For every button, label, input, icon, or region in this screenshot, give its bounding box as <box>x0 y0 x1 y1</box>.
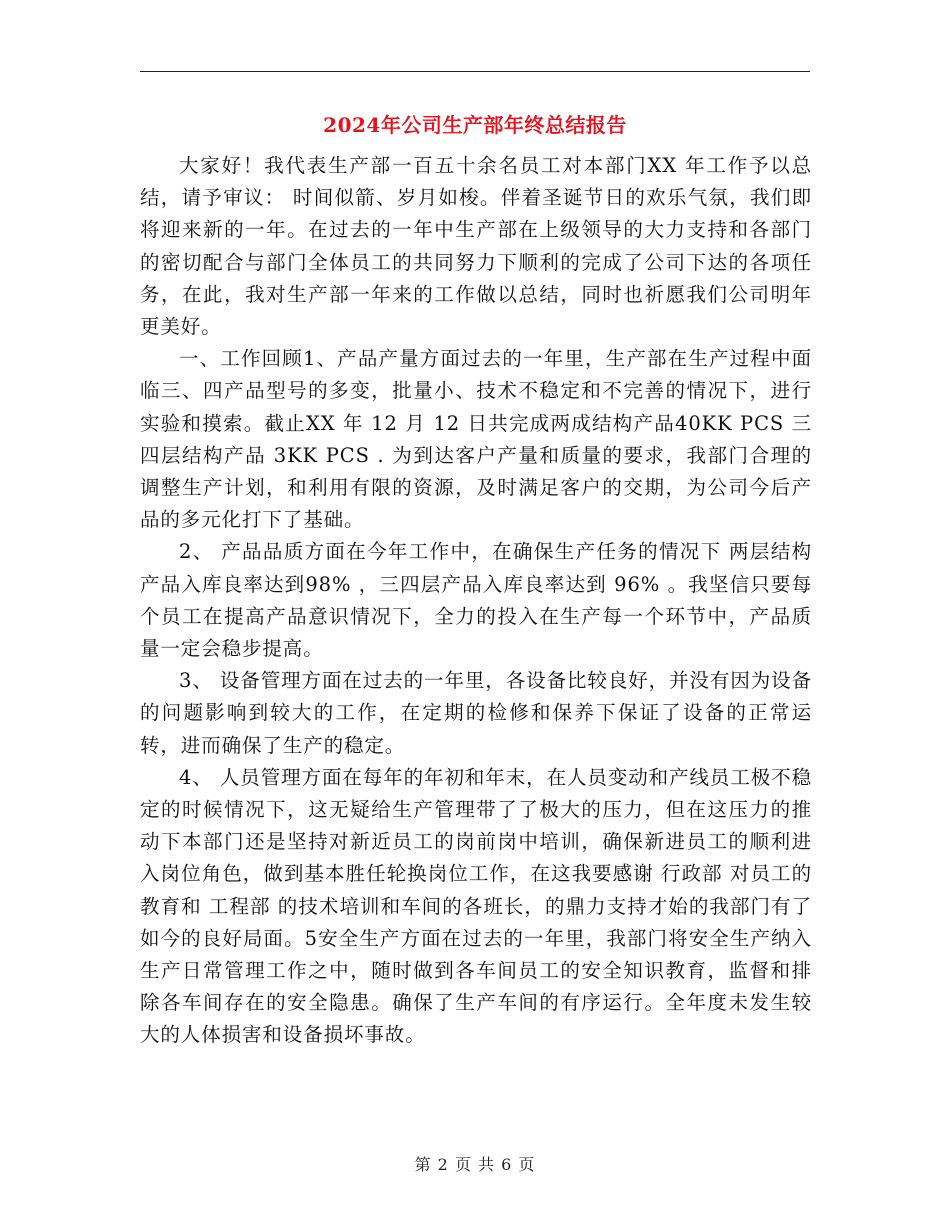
page-number-label: 第 2 页 共 6 页 <box>414 1155 536 1174</box>
document-body <box>140 150 812 1052</box>
page-footer <box>0 1152 950 1175</box>
paragraph-personnel-safety: 4、 人员管理方面在每年的年初和年末，在人员变动和产线员工极不稳定的时候情况下，这无疑给生产管理带了了极大的压力，但在这压力的推动下本部门还是坚持对新近员工的岗前岗中培训，确保新进员工的顺利进入岗位角色，做到基本胜任轮换岗位工作，在这我要感谢 行政部 对员工的教育和 工程部 的技术培训和车间的各班长，的鼎力支持才始的我部门有了如今的良好局面。5安全生产方面在过去的一年里，我部门将安全生产纳入生产日常管理工作之中，随时做到各车间员工的安全知识教育，监督和排除各车间存在的安全隐患。确保了生产车间的有序运行。全年度未发生较大的人体损害和设备损坏事故。 <box>140 765 812 1047</box>
paragraph-production-output: 一、工作回顾1、产品产量方面过去的一年里，生产部在生产过程中面临三、四产品型号的多变，批量小、技术不稳定和不完善的情况下，进行实验和摸索。截止XX 年 12 月 12 日共完成两成结构产品40KK PCS 三四层结构产品 3KK PCS . 为到达客户产量和质量的要求，我部门合理的调整生产计划，和利用有限的资源，及时满足客户的交期，为公司今后产品的多元化打下了基础。 <box>140 347 812 532</box>
header-rule <box>140 71 810 72</box>
paragraph-equipment-management: 3、 设备管理方面在过去的一年里，各设备比较良好，并没有因为设备的问题影响到较大的工作，在定期的检修和保养下保证了设备的正常运转，进而确保了生产的稳定。 <box>140 669 812 757</box>
document-title: 2024年公司生产部年终总结报告 <box>323 113 627 137</box>
paragraph-intro: 大家好！我代表生产部一百五十余名员工对本部门XX 年工作予以总结，请予审议： 时间似箭、岁月如梭。伴着圣诞节日的欢乐气氛，我们即将迎来新的一年。在过去的一年中生产部在上级领导的大力支持和各部门的密切配合与部门全体员工的共同努力下顺利的完成了公司下达的各项任务，在此，我对生产部一年来的工作做以总结，同时也祈愿我们公司明年更美好。 <box>140 154 812 339</box>
paragraph-product-quality: 2、 产品品质方面在今年工作中，在确保生产任务的情况下 两层结构产品入库良率达到98% ，三四层产品入库良率达到 96% 。我坚信只要每个员工在提高产品意识情况下，全力的投入在生产每一个环节中，产品质量一定会稳步提高。 <box>140 540 812 661</box>
